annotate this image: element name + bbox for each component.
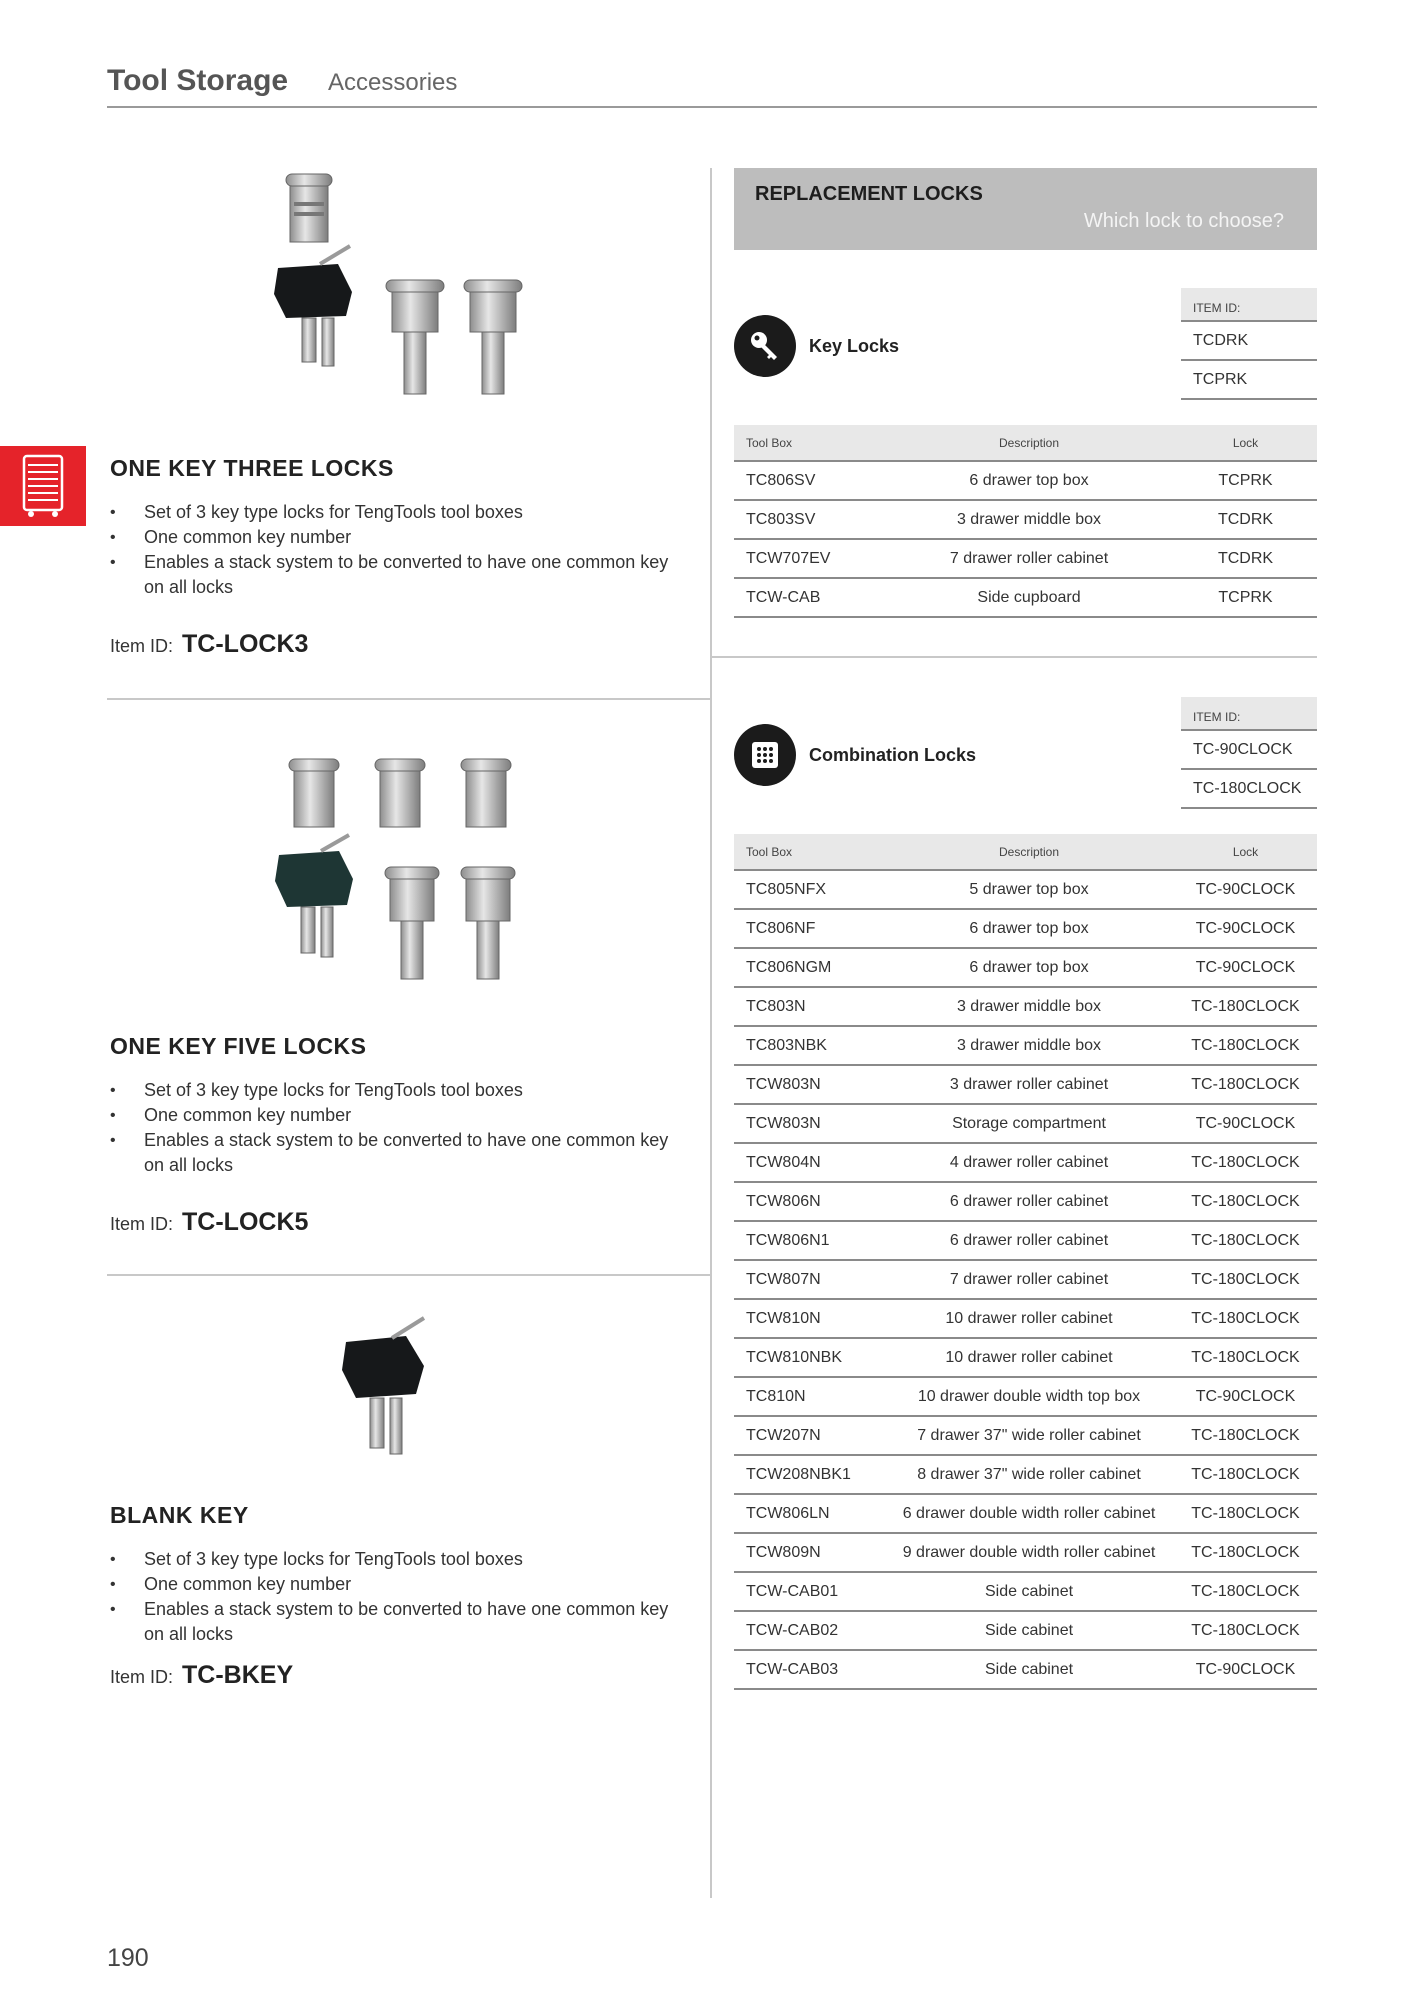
cell-description: 6 drawer top box	[884, 461, 1174, 500]
product-one-key-five-locks	[110, 1033, 690, 1237]
page-number: 190	[107, 1944, 149, 1972]
cell-description: Storage compartment	[884, 1104, 1174, 1143]
feature-item: • Enables a stack system to be converted to have one common key on all locks	[110, 1597, 690, 1647]
cell-lock: TC-180CLOCK	[1174, 1611, 1317, 1650]
cell-tool-box: TCW810NBK	[734, 1338, 884, 1377]
cell-tool-box: TCW809N	[734, 1533, 884, 1572]
cell-lock: TC-180CLOCK	[1174, 1572, 1317, 1611]
cell-tool-box: TC803SV	[734, 500, 884, 539]
combination-locks-label: Combination Locks	[809, 745, 977, 765]
cell-tool-box: TCW-CAB01	[734, 1572, 884, 1611]
cell-tool-box: TCW-CAB	[734, 578, 884, 617]
table-row	[734, 987, 1317, 1026]
cell-description: 8 drawer 37" wide roller cabinet	[884, 1455, 1174, 1494]
cell-tool-box: TCW806N	[734, 1182, 884, 1221]
cell-description: 7 drawer roller cabinet	[884, 539, 1174, 578]
cell-description: 6 drawer roller cabinet	[884, 1182, 1174, 1221]
cell-tool-box: TC810N	[734, 1377, 884, 1416]
table-row	[734, 1377, 1317, 1416]
cell-description: 7 drawer 37" wide roller cabinet	[884, 1416, 1174, 1455]
table-row	[734, 1026, 1317, 1065]
section-divider	[712, 656, 1317, 658]
feature-list	[110, 500, 690, 600]
cell-description: Side cabinet	[884, 1572, 1174, 1611]
table-row	[734, 1650, 1317, 1689]
table-row	[734, 578, 1317, 617]
combination-locks-table-body	[734, 870, 1317, 1689]
item-id-value: TC-LOCK3	[182, 630, 309, 658]
cell-lock: TC-90CLOCK	[1174, 1377, 1317, 1416]
feature-item: • Enables a stack system to be converted to have one common key on all locks	[110, 550, 690, 600]
item-id	[110, 1208, 690, 1237]
one-key-five-locks-image	[275, 755, 535, 985]
cell-tool-box: TC806SV	[734, 461, 884, 500]
table-row	[734, 1338, 1317, 1377]
table-row	[734, 1104, 1317, 1143]
item-id-value: TC-LOCK5	[182, 1208, 309, 1236]
banner-subtitle: Which lock to choose?	[1083, 210, 1284, 232]
one-key-three-locks-image	[268, 168, 538, 408]
table-row	[734, 1572, 1317, 1611]
cell-tool-box: TCW806N1	[734, 1221, 884, 1260]
item-id-label: Item ID:	[110, 1667, 174, 1687]
cell-lock: TC-90CLOCK	[1174, 1650, 1317, 1689]
product-title: BLANK KEY	[110, 1502, 249, 1528]
cell-tool-box: TCW806LN	[734, 1494, 884, 1533]
item-id-value: TC-BKEY	[182, 1661, 294, 1689]
table-row	[734, 1260, 1317, 1299]
cell-description: 6 drawer top box	[884, 948, 1174, 987]
table-row	[734, 1299, 1317, 1338]
item-id-header: ITEM ID:	[1181, 288, 1317, 322]
table-row	[734, 539, 1317, 578]
replacement-locks-banner	[734, 168, 1317, 250]
item-id-header: ITEM ID:	[1181, 697, 1317, 731]
table-row	[734, 461, 1317, 500]
cell-tool-box: TCW803N	[734, 1065, 884, 1104]
cell-lock: TC-180CLOCK	[1174, 1299, 1317, 1338]
cell-lock: TC-180CLOCK	[1174, 1221, 1317, 1260]
table-row	[734, 1494, 1317, 1533]
cell-tool-box: TCW810N	[734, 1299, 884, 1338]
item-id-row: TCDRK	[1181, 322, 1317, 361]
feature-item: • Enables a stack system to be converted to have one common key on all locks	[110, 1128, 690, 1178]
cell-description: 5 drawer top box	[884, 870, 1174, 909]
cell-tool-box: TCW803N	[734, 1104, 884, 1143]
item-id-label: Item ID:	[110, 1214, 174, 1234]
cell-lock: TC-180CLOCK	[1174, 1455, 1317, 1494]
cell-tool-box: TC805NFX	[734, 870, 884, 909]
product-title: ONE KEY THREE LOCKS	[110, 455, 394, 481]
column-header-lock: Lock	[1174, 834, 1317, 870]
cell-description: 6 drawer top box	[884, 909, 1174, 948]
column-divider	[710, 168, 712, 1898]
cell-lock: TCPRK	[1174, 578, 1317, 617]
feature-item: • Set of 3 key type locks for TengTools tool boxes	[110, 1078, 690, 1103]
key-locks-item-ids	[1181, 288, 1317, 400]
table-row	[734, 1221, 1317, 1260]
product-blank-key	[110, 1502, 690, 1690]
cell-lock: TC-180CLOCK	[1174, 1494, 1317, 1533]
cell-description: 10 drawer double width top box	[884, 1377, 1174, 1416]
banner-title: REPLACEMENT LOCKS	[755, 183, 983, 205]
table-row	[734, 1416, 1317, 1455]
cell-lock: TC-180CLOCK	[1174, 987, 1317, 1026]
column-header-description: Description	[884, 834, 1174, 870]
item-id-row: TCPRK	[1181, 361, 1317, 400]
cell-description: 6 drawer double width roller cabinet	[884, 1494, 1174, 1533]
table-row	[734, 1611, 1317, 1650]
cell-lock: TC-180CLOCK	[1174, 1416, 1317, 1455]
blank-key-image	[340, 1312, 450, 1472]
table-row	[734, 1182, 1317, 1221]
cell-tool-box: TCW-CAB03	[734, 1650, 884, 1689]
cell-tool-box: TC803NBK	[734, 1026, 884, 1065]
key-icon	[747, 328, 783, 364]
product-title: ONE KEY FIVE LOCKS	[110, 1033, 367, 1059]
key-locks-badge	[734, 315, 796, 377]
table-header-row	[734, 425, 1317, 461]
cell-description: 6 drawer roller cabinet	[884, 1221, 1174, 1260]
table-row	[734, 909, 1317, 948]
column-header-tool-box: Tool Box	[734, 834, 884, 870]
item-id	[110, 630, 690, 659]
table-row	[734, 870, 1317, 909]
cell-description: 3 drawer middle box	[884, 987, 1174, 1026]
cell-description: 10 drawer roller cabinet	[884, 1299, 1174, 1338]
cell-tool-box: TCW807N	[734, 1260, 884, 1299]
cell-description: 3 drawer middle box	[884, 1026, 1174, 1065]
feature-item: • One common key number	[110, 525, 690, 550]
tool-cabinet-icon	[21, 454, 65, 518]
cell-lock: TC-180CLOCK	[1174, 1533, 1317, 1572]
cell-lock: TC-90CLOCK	[1174, 948, 1317, 987]
column-header-tool-box: Tool Box	[734, 425, 884, 461]
feature-list	[110, 1547, 690, 1647]
combination-locks-item-ids	[1181, 697, 1317, 809]
page-title: Tool Storage	[107, 64, 289, 97]
cell-description: Side cupboard	[884, 578, 1174, 617]
feature-item: • One common key number	[110, 1103, 690, 1128]
cell-tool-box: TCW804N	[734, 1143, 884, 1182]
page-subtitle: Accessories	[328, 69, 458, 96]
item-id-row: TC-180CLOCK	[1181, 770, 1317, 809]
cell-description: 9 drawer double width roller cabinet	[884, 1533, 1174, 1572]
page-header	[107, 64, 1317, 108]
product-divider	[107, 1274, 710, 1276]
key-locks-section	[734, 288, 1317, 406]
cell-description: 7 drawer roller cabinet	[884, 1260, 1174, 1299]
cell-lock: TC-180CLOCK	[1174, 1026, 1317, 1065]
cell-description: 4 drawer roller cabinet	[884, 1143, 1174, 1182]
cell-lock: TCDRK	[1174, 500, 1317, 539]
cell-lock: TCPRK	[1174, 461, 1317, 500]
combination-locks-badge	[734, 724, 796, 786]
key-locks-table-body	[734, 461, 1317, 617]
cell-tool-box: TCW707EV	[734, 539, 884, 578]
cell-tool-box: TCW208NBK1	[734, 1455, 884, 1494]
table-row	[734, 1455, 1317, 1494]
product-one-key-three-locks	[110, 455, 690, 659]
cell-tool-box: TCW207N	[734, 1416, 884, 1455]
feature-item: • Set of 3 key type locks for TengTools tool boxes	[110, 500, 690, 525]
column-header-lock: Lock	[1174, 425, 1317, 461]
table-header-row	[734, 834, 1317, 870]
combination-locks-section	[734, 697, 1317, 815]
cell-description: Side cabinet	[884, 1650, 1174, 1689]
section-tab	[0, 446, 86, 526]
item-id	[110, 1661, 690, 1690]
product-divider	[107, 698, 710, 700]
cell-tool-box: TC806NGM	[734, 948, 884, 987]
feature-list	[110, 1078, 690, 1178]
column-header-description: Description	[884, 425, 1174, 461]
table-row	[734, 1143, 1317, 1182]
cell-lock: TC-180CLOCK	[1174, 1065, 1317, 1104]
cell-description: 3 drawer roller cabinet	[884, 1065, 1174, 1104]
cell-lock: TC-180CLOCK	[1174, 1182, 1317, 1221]
cell-lock: TC-90CLOCK	[1174, 909, 1317, 948]
key-locks-table	[734, 425, 1317, 618]
cell-tool-box: TC806NF	[734, 909, 884, 948]
cell-tool-box: TCW-CAB02	[734, 1611, 884, 1650]
item-id-label: Item ID:	[110, 636, 174, 656]
table-row	[734, 1065, 1317, 1104]
cell-lock: TC-180CLOCK	[1174, 1338, 1317, 1377]
cell-lock: TC-90CLOCK	[1174, 1104, 1317, 1143]
feature-item: • One common key number	[110, 1572, 690, 1597]
combination-keypad-icon	[747, 737, 783, 773]
cell-lock: TC-180CLOCK	[1174, 1143, 1317, 1182]
cell-lock: TC-90CLOCK	[1174, 870, 1317, 909]
cell-description: 10 drawer roller cabinet	[884, 1338, 1174, 1377]
cell-lock: TCDRK	[1174, 539, 1317, 578]
cell-description: Side cabinet	[884, 1611, 1174, 1650]
feature-item: • Set of 3 key type locks for TengTools tool boxes	[110, 1547, 690, 1572]
key-locks-label: Key Locks	[809, 336, 900, 356]
cell-tool-box: TC803N	[734, 987, 884, 1026]
combination-locks-table	[734, 834, 1317, 1690]
table-row	[734, 948, 1317, 987]
item-id-row: TC-90CLOCK	[1181, 731, 1317, 770]
cell-description: 3 drawer middle box	[884, 500, 1174, 539]
table-row	[734, 500, 1317, 539]
cell-lock: TC-180CLOCK	[1174, 1260, 1317, 1299]
table-row	[734, 1533, 1317, 1572]
